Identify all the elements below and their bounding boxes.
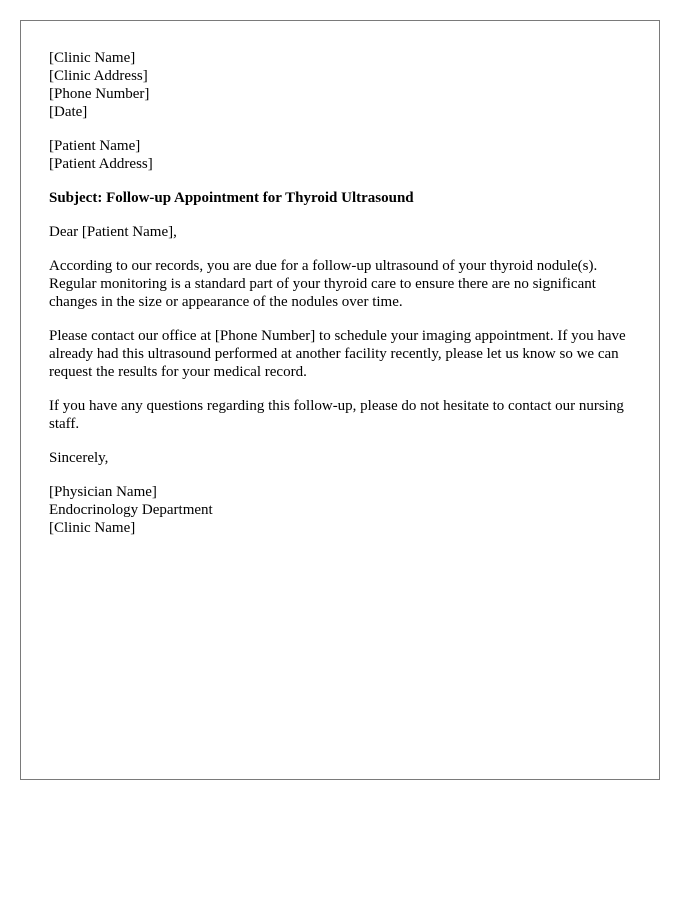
letter-salutation: Dear [Patient Name], [49, 224, 177, 240]
sender-clinic-address: [Clinic Address] [49, 68, 148, 84]
signature-block [49, 483, 631, 537]
body-paragraph-3: If you have any questions regarding this follow-up, please do not hesitate to contact our nursing staff. [49, 398, 624, 432]
signature-clinic-name: [Clinic Name] [49, 520, 136, 536]
recipient-block [49, 137, 631, 173]
letter-date: [Date] [49, 104, 88, 120]
body-paragraph-1: According to our records, you are due for a follow-up ultrasound of your thyroid nodule(s). Regular monitoring is a standard part of your thyroid care to ensure there are no significant changes in the size or appearance of the nodules over time. [49, 258, 598, 310]
sender-clinic-name: [Clinic Name] [49, 50, 136, 66]
body-paragraph-2: Please contact our office at [Phone Number] to schedule your imaging appointment. If you have already had this ultrasound performed at another facility recently, please let us know so we can request the results for your medical record. [49, 328, 626, 380]
letter-page [20, 20, 660, 780]
recipient-patient-address: [Patient Address] [49, 156, 153, 172]
letter-subject: Subject: Follow-up Appointment for Thyroid Ultrasound [49, 190, 414, 206]
sender-phone-number: [Phone Number] [49, 86, 150, 102]
signature-department: Endocrinology Department [49, 502, 213, 518]
recipient-patient-name: [Patient Name] [49, 138, 141, 154]
letter-closing: Sincerely, [49, 450, 109, 466]
sender-block [49, 49, 631, 121]
signature-physician-name: [Physician Name] [49, 484, 157, 500]
